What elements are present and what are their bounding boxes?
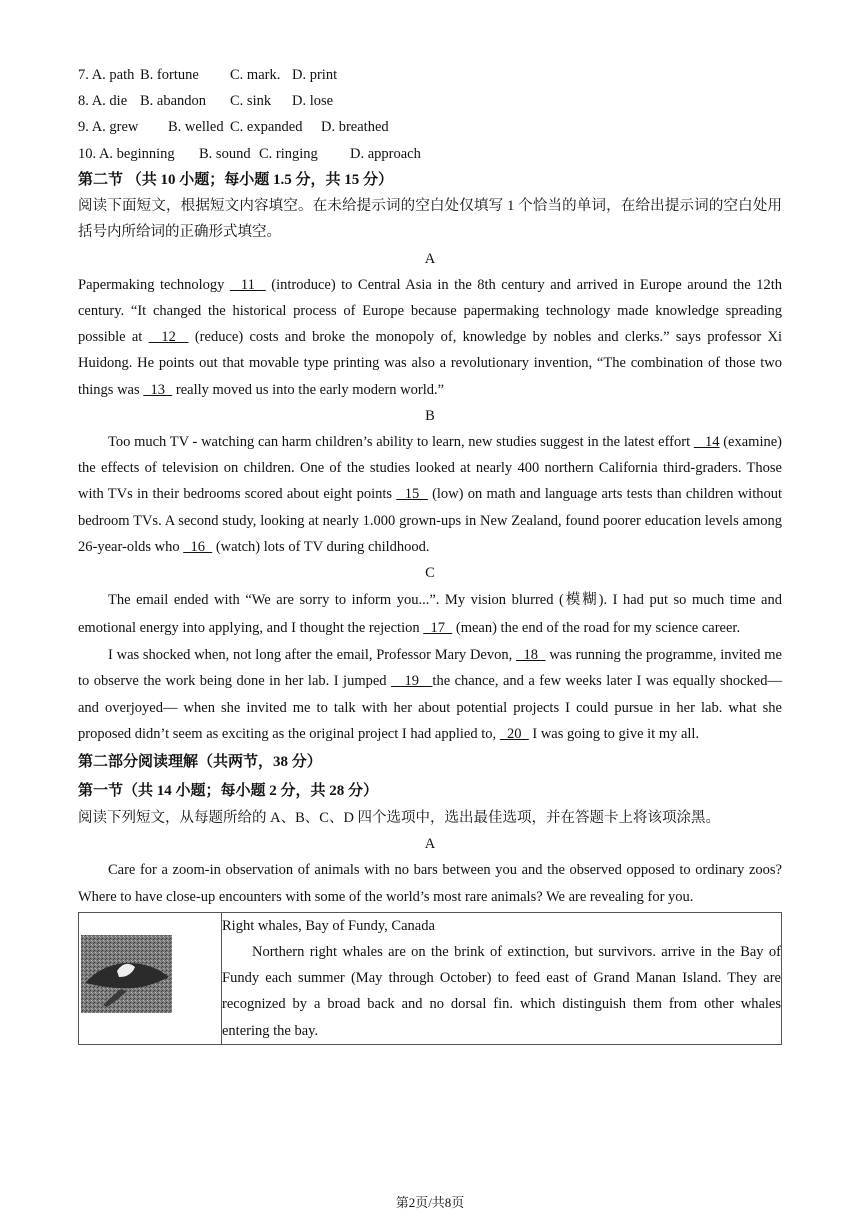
section-2-heading: 第二节 （共 10 小题；每小题 1.5 分，共 15 分） <box>78 171 394 188</box>
reading-a-label: A <box>424 836 436 853</box>
option-b: B. fortune <box>140 67 199 83</box>
description-cell <box>222 912 782 1044</box>
option-b: B. welled <box>168 119 224 136</box>
question-10-options <box>78 141 782 167</box>
passage-c-label: C <box>425 565 435 582</box>
option-c: C. sink <box>230 93 272 110</box>
part-2-section-1-heading: 第一节（共 14 小题；每小题 2 分，共 28 分） <box>78 783 379 800</box>
passage-b-label: B <box>425 407 435 424</box>
option-a: 7. A. path <box>78 67 135 83</box>
option-a: 9. A. grew <box>78 119 139 136</box>
whale-photo <box>81 935 172 1013</box>
option-b: B. sound <box>199 145 251 162</box>
option-d: D. lose <box>292 93 334 110</box>
blank-14: 14 <box>693 434 720 451</box>
option-c: C. mark. <box>230 67 281 83</box>
option-c: C. ringing <box>259 145 318 162</box>
question-7-options <box>78 62 782 88</box>
passage-a-label: A <box>424 250 436 267</box>
blank-15: 15 <box>396 486 428 503</box>
option-d: D. breathed <box>321 119 389 136</box>
section-2-instruction: 阅读下面短文，根据短文内容填空。在未给提示词的空白处仅填写 1 个恰当的单词，在给出提示词的空白处用括号内所给词的正确形式填空。 <box>78 198 782 241</box>
blank-13: 13 <box>143 381 173 398</box>
blank-17: 17 <box>423 620 453 637</box>
attraction-table <box>78 912 782 1045</box>
blank-16: 16 <box>183 538 213 555</box>
part-2-instruction: 阅读下列短文，从每题所给的 A、B、C、D 四个选项中，选出最佳选项，并在答题卡上将该项涂黑。 <box>78 809 721 826</box>
table-row <box>79 912 782 1044</box>
option-c: C. expanded <box>230 119 303 136</box>
blank-11: 11 <box>229 276 266 293</box>
document-page <box>78 62 782 1045</box>
reading-a-intro: Care for a zoom-in observation of animals with no bars between you and the observed opposed to ordinary zoos? Where to have close-up encounters with some of the world’s most rare animals? We are revealing for you. <box>78 862 782 905</box>
page-number: 第2页/共8页 <box>395 1195 465 1210</box>
part-2-heading: 第二部分阅读理解（共两节，38 分） <box>78 754 322 771</box>
passage-c-paragraph-1: The email ended with “We are sorry to inform you...”. My vision blurred (模糊). I had put so much time and emotional energy into applying, and I thought the rejection 17 (mean) the end of the road for my science career. <box>78 592 782 637</box>
question-8-options <box>78 88 782 114</box>
blank-20: 20 <box>499 725 529 742</box>
blank-18: 18 <box>516 647 546 664</box>
option-a: 10. A. beginning <box>78 145 175 162</box>
image-cell <box>79 912 222 1044</box>
option-b: B. abandon <box>140 93 207 110</box>
option-d: D. print <box>292 67 338 83</box>
passage-b-text: Too much TV - watching can harm children’s ability to learn, new studies suggest in the latest effort 14 (examine) the effects of television on children. One of the studies looked at nearly 400 northern California third-graders. Those with TVs in their bedrooms scored about eight points 15 (low) on math and language arts tests than children without bedroom TVs. A second study, looking at nearly 1.000 grown-ups in New Zealand, found poorer education levels among 26-year-olds who 16 (watch) lots of TV during childhood. <box>78 434 782 555</box>
option-a: 8. A. die <box>78 93 128 110</box>
passage-c-paragraph-2: I was shocked when, not long after the email, Professor Mary Devon, 18 was running the programme, invited me to observe the work being done in her lab. I jumped 19 the chance, and a few weeks later I was equally shocked— and overjoyed— when she invited me to talk with her about potential projects I could pursue in her lab. what she proposed didn’t seem as exciting as the original project I had applied to, 20 I was going to give it my all. <box>78 647 782 742</box>
option-d: D. approach <box>350 145 421 162</box>
attraction-title: Right whales, Bay of Fundy, Canada <box>222 917 435 934</box>
attraction-description: Northern right whales are on the brink of extinction, but survivors. arrive in the Bay of Fundy each summer (May through October) to feed east of Grand Manan Island. They are recognized by a broad back and no dorsal fin. which distinguish them from other whales entering the bay. <box>222 943 781 1039</box>
blank-12: 12 <box>148 329 189 346</box>
blank-19: 19 <box>391 673 433 690</box>
question-9-options <box>78 114 782 140</box>
passage-a-text: Papermaking technology 11 (introduce) to Central Asia in the 8th century and arrived in Europe around the 12th century. “It changed the historical process of Europe because papermaking technology made knowledge spreading possible at 12 (reduce) costs and broke the monopoly of, knowledge by nobles and clerks.” says professor Xi Huidong. He points out that movable type printing was also a revolutionary invention, “The combination of those two things was 13 really moved us into the early modern world.” <box>78 276 783 398</box>
